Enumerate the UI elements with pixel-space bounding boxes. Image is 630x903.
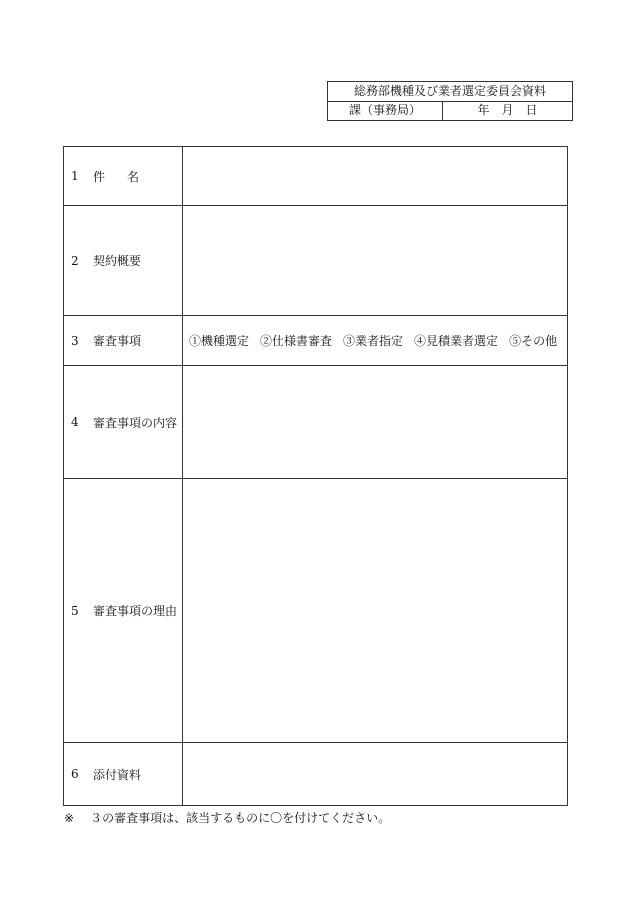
label-cell	[64, 743, 183, 805]
row-label-contract-summary: 契約概要	[93, 254, 142, 268]
row-number: 1	[71, 169, 79, 183]
note-mark: ※	[64, 811, 75, 825]
row-number: 6	[71, 767, 79, 781]
row-attachments	[64, 743, 567, 805]
row-number: 4	[71, 415, 79, 429]
row-label-subject: 件名	[93, 169, 162, 184]
footnote	[64, 809, 390, 826]
row-label-review-content: 審査事項の内容	[93, 415, 178, 430]
label-cell	[64, 147, 183, 205]
attachments-input-cell[interactable]	[183, 743, 567, 805]
label-cell	[64, 206, 183, 315]
option-model-selection[interactable]: ①機種選定	[189, 334, 250, 348]
subject-input-cell[interactable]	[183, 147, 567, 205]
date-field: 年 月 日	[477, 103, 538, 117]
label-cell	[64, 366, 183, 478]
row-contract-summary	[64, 206, 567, 316]
row-number: 2	[71, 253, 79, 268]
row-subject	[64, 147, 567, 206]
option-spec-review[interactable]: ②仕様書審査	[260, 334, 333, 348]
department-field: 課（事務局）	[328, 101, 443, 120]
row-label-attachments: 添付資料	[93, 767, 142, 782]
label-cell	[64, 479, 183, 742]
review-content-input-cell[interactable]	[183, 366, 567, 478]
row-number: 3	[71, 333, 79, 348]
row-label-review-reason: 審査事項の理由	[93, 604, 178, 618]
review-reason-input-cell[interactable]	[183, 479, 567, 742]
row-review-content	[64, 366, 567, 479]
row-label-review-items: 審査事項	[93, 334, 142, 348]
row-review-reason	[64, 479, 567, 743]
contract-summary-input-cell[interactable]	[183, 206, 567, 315]
row-number: 5	[71, 603, 79, 618]
row-review-items	[64, 316, 567, 366]
footnote-text: ３の審査事項は、該当するものに〇を付けてください。	[90, 811, 391, 825]
option-vendor-designation[interactable]: ③業者指定	[343, 334, 404, 348]
document-title: 総務部機種及び業者選定委員会資料	[328, 82, 572, 102]
document-header-box	[327, 81, 573, 121]
option-other[interactable]: ⑤その他	[509, 334, 558, 348]
option-quote-vendor-selection[interactable]: ④見積業者選定	[414, 334, 499, 348]
review-form-table	[63, 146, 568, 806]
review-options-cell	[183, 316, 567, 365]
label-cell	[64, 316, 183, 365]
